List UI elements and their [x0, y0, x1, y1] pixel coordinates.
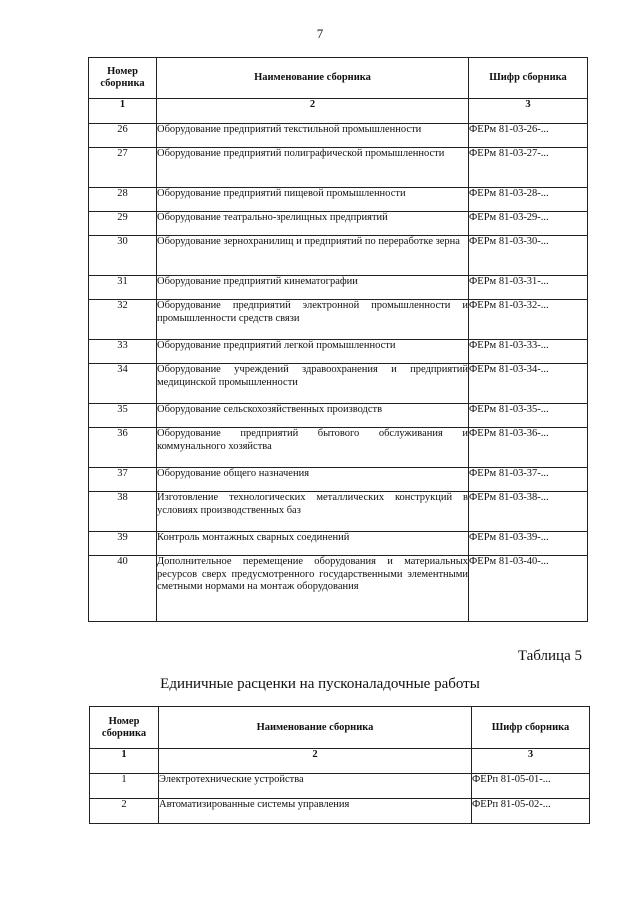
row-code: ФЕРм 81-03-28-...: [469, 188, 588, 212]
column-index-1: 1: [90, 749, 159, 774]
table-row: [89, 532, 588, 556]
row-code: ФЕРм 81-03-35-...: [469, 404, 588, 428]
row-name: Автоматизированные системы управления: [159, 799, 472, 824]
row-number: 40: [89, 556, 157, 622]
row-number: 28: [89, 188, 157, 212]
row-name: Оборудование предприятий полиграфической промышленности: [157, 148, 469, 188]
table-title: Единичные расценки на пусконаладочные работы: [160, 676, 480, 692]
collections-table-continued: [88, 57, 588, 622]
column-index-row: [89, 99, 588, 124]
row-code: ФЕРм 81-03-33-...: [469, 340, 588, 364]
row-number: 39: [89, 532, 157, 556]
row-code: ФЕРм 81-03-31-...: [469, 276, 588, 300]
row-code: ФЕРм 81-03-26-...: [469, 124, 588, 148]
header-number: Номер сборника: [89, 58, 157, 99]
row-name: Оборудование зернохранилищ и предприятий по переработке зерна: [157, 236, 469, 276]
row-number: 34: [89, 364, 157, 404]
column-index-row: [90, 749, 590, 774]
row-number: 30: [89, 236, 157, 276]
row-code: ФЕРп 81-05-02-...: [472, 799, 590, 824]
page-number: 7: [316, 26, 324, 41]
column-index-2: 2: [157, 99, 469, 124]
table-header-row: [90, 707, 590, 749]
row-number: 38: [89, 492, 157, 532]
table-row: [90, 774, 590, 799]
table-header-row: [89, 58, 588, 99]
row-code: ФЕРм 81-03-40-...: [469, 556, 588, 622]
header-number: Номер сборника: [90, 707, 159, 749]
row-code: ФЕРп 81-05-01-...: [472, 774, 590, 799]
row-code: ФЕРм 81-03-38-...: [469, 492, 588, 532]
column-index-3: 3: [469, 99, 588, 124]
table-row: [89, 404, 588, 428]
row-name: Оборудование предприятий электронной промышленности и промышленности средств связи: [157, 300, 469, 340]
row-number: 36: [89, 428, 157, 468]
table-row: [89, 236, 588, 276]
row-name: Оборудование сельскохозяйственных производств: [157, 404, 469, 428]
column-index-1: 1: [89, 99, 157, 124]
row-number: 32: [89, 300, 157, 340]
row-code: ФЕРм 81-03-34-...: [469, 364, 588, 404]
table-row: [89, 148, 588, 188]
row-name: Оборудование предприятий текстильной промышленности: [157, 124, 469, 148]
header-name: Наименование сборника: [159, 707, 472, 749]
row-number: 35: [89, 404, 157, 428]
table-row: [90, 799, 590, 824]
row-number: 33: [89, 340, 157, 364]
table-row: [89, 492, 588, 532]
row-name: Электротехнические устройства: [159, 774, 472, 799]
row-name: Оборудование общего назначения: [157, 468, 469, 492]
table-row: [89, 276, 588, 300]
commissioning-table: [89, 706, 590, 824]
row-name: Контроль монтажных сварных соединений: [157, 532, 469, 556]
table-row: [89, 556, 588, 622]
row-number: 37: [89, 468, 157, 492]
row-number: 31: [89, 276, 157, 300]
row-number: 2: [90, 799, 159, 824]
row-code: ФЕРм 81-03-39-...: [469, 532, 588, 556]
row-code: ФЕРм 81-03-27-...: [469, 148, 588, 188]
row-number: 27: [89, 148, 157, 188]
row-name: Дополнительное перемещение оборудования и материальных ресурсов сверх предусмотренного государственными элементными сметными нормами на монтаж оборудования: [157, 556, 469, 622]
table-label: Таблица 5: [517, 648, 582, 664]
row-code: ФЕРм 81-03-36-...: [469, 428, 588, 468]
table-row: [89, 428, 588, 468]
header-code: Шифр сборника: [472, 707, 590, 749]
row-number: 1: [90, 774, 159, 799]
row-code: ФЕРм 81-03-37-...: [469, 468, 588, 492]
table-row: [89, 124, 588, 148]
table-row: [89, 212, 588, 236]
table-row: [89, 340, 588, 364]
row-name: Оборудование предприятий легкой промышленности: [157, 340, 469, 364]
row-name: Оборудование театрально-зрелищных предприятий: [157, 212, 469, 236]
row-name: Оборудование предприятий бытового обслуживания и коммунального хозяйства: [157, 428, 469, 468]
table-row: [89, 188, 588, 212]
table-row: [89, 300, 588, 340]
row-name: Изготовление технологических металлических конструкций в условиях производственных баз: [157, 492, 469, 532]
header-name: Наименование сборника: [157, 58, 469, 99]
row-code: ФЕРм 81-03-30-...: [469, 236, 588, 276]
row-code: ФЕРм 81-03-32-...: [469, 300, 588, 340]
header-code: Шифр сборника: [469, 58, 588, 99]
row-name: Оборудование предприятий кинематографии: [157, 276, 469, 300]
table-row: [89, 468, 588, 492]
row-number: 26: [89, 124, 157, 148]
table-row: [89, 364, 588, 404]
row-name: Оборудование предприятий пищевой промышленности: [157, 188, 469, 212]
column-index-3: 3: [472, 749, 590, 774]
column-index-2: 2: [159, 749, 472, 774]
row-code: ФЕРм 81-03-29-...: [469, 212, 588, 236]
row-name: Оборудование учреждений здравоохранения и предприятий медицинской промышленности: [157, 364, 469, 404]
row-number: 29: [89, 212, 157, 236]
